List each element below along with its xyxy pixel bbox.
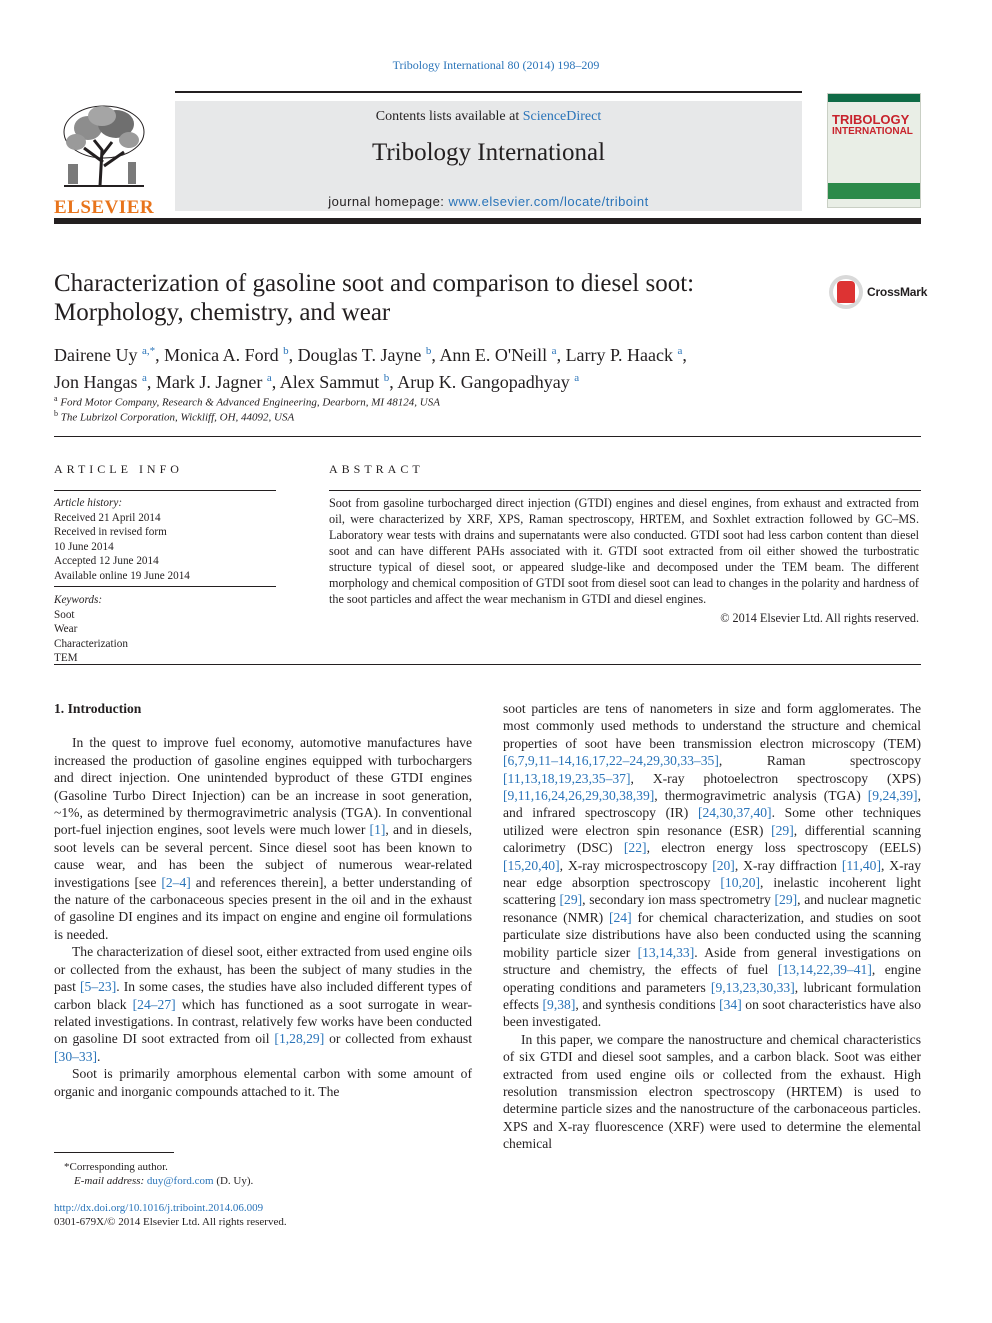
- body-paragraph: [54, 943, 472, 1065]
- body-right-column: [503, 700, 921, 1153]
- author-separator: ,: [431, 345, 440, 365]
- author-separator: ,: [556, 345, 566, 365]
- paragraph-text: , and nuclear magnetic resonance (NMR): [503, 892, 921, 925]
- citation-link[interactable]: [24]: [608, 909, 632, 925]
- journal-citation[interactable]: Tribology International 80 (2014) 198–209: [392, 58, 600, 72]
- author-name[interactable]: Douglas T. Jayne: [297, 345, 422, 365]
- paragraph-text: for chemical characterization, and studies on soot particulate size distributions have also been conducted using the scanning mobility particle sizer: [503, 909, 921, 960]
- abstract-copyright: © 2014 Elsevier Ltd. All rights reserved.: [720, 611, 919, 625]
- homepage-line: [175, 194, 802, 209]
- author-name[interactable]: Dairene Uy: [54, 345, 138, 365]
- paragraph-text: , thermogravimetric analysis (TGA): [654, 788, 868, 804]
- paragraph-text: , inelastic incoherent light scattering: [503, 875, 921, 908]
- citation-link[interactable]: [9,24,39]: [867, 788, 918, 804]
- citation-link[interactable]: [5–23]: [80, 979, 117, 995]
- citation-link[interactable]: [22]: [623, 840, 647, 856]
- author-separator: ,: [288, 345, 298, 365]
- body-paragraph: [54, 1065, 472, 1100]
- paragraph-text: Soot is primarily amorphous elemental carbon with some amount of organic and inorganic compounds attached to it. The: [54, 1066, 472, 1099]
- paragraph-text: .: [97, 1048, 101, 1064]
- body-paragraph: [503, 700, 921, 1031]
- author-affil-sup[interactable]: a: [677, 345, 683, 357]
- title-line-1: Characterization of gasoline soot and comparison to diesel soot:: [54, 270, 695, 297]
- author-affil-sup[interactable]: b: [283, 345, 289, 357]
- citation-link[interactable]: [9,13,23,30,33]: [710, 979, 795, 995]
- title-line-2: Morphology, chemistry, and wear: [54, 299, 391, 326]
- author-line-1: [54, 340, 814, 367]
- abstract: [329, 495, 919, 626]
- paragraph-text: , electron energy loss spectroscopy (EELS): [646, 840, 921, 856]
- section-heading-introduction: 1. Introduction: [54, 701, 142, 716]
- cover-bar: [828, 183, 920, 199]
- issn-line: 0301-679X/© 2014 Elsevier Ltd. All rights reserved.: [54, 1216, 287, 1228]
- author-affil-sup[interactable]: b: [383, 372, 390, 384]
- cover-stripe: [828, 94, 920, 102]
- crossmark-label: CrossMark: [867, 285, 928, 299]
- keyword: Characterization: [54, 637, 128, 650]
- paragraph-text: , secondary ion mass spectrometry: [582, 892, 775, 908]
- contents-prefix: Contents lists available at: [375, 109, 523, 124]
- author-list: [54, 340, 814, 394]
- author-name[interactable]: Jon Hangas: [54, 372, 138, 392]
- cover-title-line1: TRIBOLOGY: [832, 112, 910, 127]
- citation-link[interactable]: [1,28,29]: [274, 1031, 325, 1047]
- citation-link[interactable]: [20]: [712, 857, 735, 873]
- paragraph-text: , lubricant formulation effects: [503, 979, 921, 1012]
- elsevier-tree-icon: [54, 100, 154, 188]
- sciencedirect-link[interactable]: ScienceDirect: [522, 109, 602, 124]
- author-name[interactable]: Mark J. Jagner: [155, 372, 263, 392]
- author-separator: ,: [271, 372, 280, 392]
- affiliation-a: [54, 394, 440, 409]
- citation-link[interactable]: [24,30,37,40]: [697, 805, 772, 821]
- paragraph-text: In this paper, we compare the nanostructure and chemical characteristics of six GTDI and diesel soot samples, and a carbon black. Soot was either extracted from used engine oils or collected from the exhaust. High resolution transmission electron spectroscopy (HRTEM) is used to determine particle sizes and the nanostructure of the carbonaceous particles. XPS and X-ray fluorescence (XRF) were used to determine the elemental chemical: [503, 1031, 921, 1152]
- citation-link[interactable]: [13,14,33]: [637, 944, 695, 960]
- journal-cover[interactable]: [827, 93, 921, 208]
- history-item: 10 June 2014: [54, 540, 114, 553]
- keyword: Soot: [54, 608, 75, 621]
- history-label: Article history:: [54, 497, 123, 509]
- citation-link[interactable]: [10,20]: [720, 875, 761, 891]
- paragraph-text: , and infrared spectroscopy (IR): [503, 788, 921, 821]
- author-name[interactable]: Monica A. Ford: [164, 345, 279, 365]
- abstract-rule: [329, 490, 921, 491]
- paragraph-text: . Aside from general investigations on structure and chemistry, the effects of fuel: [503, 944, 921, 978]
- author-name[interactable]: Larry P. Haack: [565, 345, 674, 365]
- doi-block: [54, 1201, 472, 1229]
- paragraph-text: The characterization of diesel soot, either extracted from used engine oils or collected from the exhaust, has been the subject of many studies in the past: [54, 944, 472, 995]
- homepage-link[interactable]: www.elsevier.com/locate/triboint: [448, 194, 649, 209]
- paragraph-text: , X-ray photoelectron spectroscopy (XPS): [630, 770, 921, 786]
- cover-title: [832, 114, 920, 138]
- paragraph-text: and references therein], a better understanding of the nature of the carbonaceous species present in the oil and in the exhaust of gasoline DI engines and its impact on engine and engine oil formulations is needed.: [54, 874, 472, 942]
- author-affil-sup[interactable]: a: [574, 372, 580, 384]
- doi-link[interactable]: http://dx.doi.org/10.1016/j.triboint.2014.06.009: [54, 1202, 264, 1214]
- citation-link[interactable]: [9,38]: [542, 996, 576, 1012]
- email-label: E-mail address:: [74, 1175, 147, 1187]
- history-item: Available online 19 June 2014: [54, 569, 190, 582]
- paragraph-text: , and synthesis conditions: [575, 996, 720, 1012]
- citation-link[interactable]: [1]: [369, 822, 386, 838]
- paragraph-text: , X-ray diffraction: [734, 857, 842, 873]
- affiliation-sup: a: [54, 394, 58, 403]
- history-item: Received in revised form: [54, 526, 167, 538]
- email-link[interactable]: duy@ford.com: [146, 1175, 214, 1187]
- author-affil-sup[interactable]: a: [551, 345, 557, 357]
- keyword: Wear: [54, 623, 78, 635]
- author-affil-sup[interactable]: a: [266, 372, 272, 384]
- corresponding-note: *Corresponding author.: [64, 1161, 168, 1173]
- left-paragraphs: [54, 734, 472, 1100]
- abstract-text: Soot from gasoline turbocharged direct injection (GTDI) engines and diesel engines, from exhaust and extracted from oil, were characterized by XRF, XPS, Raman spectroscopy, HRTEM, and Soxhlet extraction followed by GC–MS. Laboratory wear tests with drains and supernatants were also conducted. GTDI soot had less carbon content than diesel soot and can have different PAHs associated with it. GTDI soot extracted from oil either showed the turbostratic structure typical of diesel soot, or appeared sludge-like and decomposed under the TEM beam. The different morphology and chemical composition of GTDI soot from diesel soot can lead to changes in the polarity and hardness of the soot particles and affect the wear mechanism in GTDI and diesel engines.: [329, 496, 919, 606]
- email-suffix: (D. Uy).: [213, 1175, 254, 1187]
- keywords-rule: [54, 586, 276, 593]
- article-info: [54, 496, 276, 666]
- author-affil-sup[interactable]: a,*: [141, 345, 156, 357]
- history-item: Accepted 12 June 2014: [54, 555, 159, 567]
- footnote-rule: [54, 1152, 174, 1153]
- paragraph-text: , Raman spectroscopy: [718, 753, 921, 769]
- keyword: TEM: [54, 652, 78, 664]
- paragraph-text: on soot characteristics have also been investigated.: [503, 996, 922, 1030]
- citation-link[interactable]: [2–4]: [161, 874, 191, 890]
- paragraph-text: , X-ray microspectroscopy: [559, 857, 713, 873]
- author-separator: ,: [389, 372, 398, 392]
- keywords-label: Keywords:: [54, 594, 103, 606]
- header-top-rule: [175, 91, 802, 93]
- contents-line: [175, 109, 802, 125]
- citation-link[interactable]: [6,7,9,11–14,16,17,22–24,29,30,33–35]: [503, 753, 719, 769]
- citation-link[interactable]: [15,20,40]: [503, 857, 560, 873]
- author-separator: ,: [155, 345, 165, 365]
- paragraph-text: , and in diesels, soot levels can be several percent. Since diesel soot has been known to cause wear, and has been the subject of numerous wear-related investigations [see: [54, 822, 472, 890]
- affiliation-text: The Lubrizol Corporation, Wickliff, OH, 44092, USA: [60, 411, 295, 424]
- paragraph-text: soot particles are tens of nanometers in size and form agglomerates. The most commonly used methods to understand the structure and chemical properties of soot have been transmission electron microscopy (TEM): [503, 701, 921, 751]
- header-thick-rule: [54, 218, 921, 224]
- citation-link[interactable]: [30–33]: [54, 1048, 98, 1064]
- footnote-block: [54, 1160, 472, 1188]
- paragraph-text: , X-ray near edge absorption spectroscopy: [503, 857, 922, 891]
- history-item: Received 21 April 2014: [54, 511, 161, 524]
- cover-title-line2: INTERNATIONAL: [832, 126, 913, 137]
- author-name[interactable]: Arup K. Gangopadhyay: [397, 372, 570, 392]
- citation-link[interactable]: [9,11,16,24,26,29,30,38,39]: [503, 788, 655, 804]
- article-title: [54, 269, 794, 327]
- publisher-name: ELSEVIER: [54, 197, 155, 218]
- author-affil-sup[interactable]: b: [425, 345, 432, 357]
- abstract-heading: ABSTRACT: [329, 462, 424, 476]
- citation-link[interactable]: [11,40]: [841, 857, 881, 873]
- corresponding-text: Corresponding author.: [69, 1161, 168, 1173]
- journal-name: Tribology International: [371, 139, 606, 166]
- author-line-2: [54, 367, 814, 394]
- body-paragraph: [54, 734, 472, 943]
- author-name[interactable]: Ann E. O'Neill: [439, 345, 548, 365]
- info-rule: [54, 490, 276, 491]
- right-paragraphs: [503, 700, 921, 1153]
- elsevier-logo[interactable]: [54, 100, 155, 218]
- email-note: [54, 1174, 472, 1188]
- citation-link[interactable]: [13,14,22,39–41]: [777, 962, 872, 978]
- author-separator: ,: [682, 345, 687, 365]
- citation-link[interactable]: [34]: [719, 996, 742, 1012]
- divider-below-abstract: [54, 664, 921, 665]
- crossmark-badge[interactable]: [829, 275, 929, 311]
- divider-above-info: [54, 436, 921, 437]
- citation-link[interactable]: [29]: [774, 892, 798, 908]
- author-separator: ,: [146, 372, 156, 392]
- citation-link[interactable]: [29]: [559, 892, 583, 908]
- homepage-prefix: journal homepage:: [328, 194, 449, 209]
- citation-link[interactable]: [29]: [771, 822, 794, 838]
- body-paragraph: [503, 1031, 921, 1153]
- paragraph-text: . In some cases, the studies have also included different types of carbon black: [54, 979, 473, 1012]
- author-affil-sup[interactable]: a: [142, 372, 147, 384]
- paragraph-text: , engine operating conditions and parameters: [503, 962, 921, 995]
- journal-banner: [175, 101, 802, 211]
- affiliation-text: Ford Motor Company, Research & Advanced Engineering, Dearborn, MI 48124, USA: [60, 396, 440, 409]
- paragraph-text: or collected from exhaust: [324, 1031, 472, 1047]
- affiliation-sup: b: [54, 409, 58, 418]
- paragraph-text: which has functioned as a soot surrogate in wear-related investigations. In contrast, relatively few works have been conducted on gasoline DI soot extracted from oil: [54, 996, 472, 1047]
- paragraph-text: In the quest to improve fuel economy, automotive manufactures have increased the production of gasoline engines equipped with turbochargers and direct injection. One unintended byproduct of these GTDI engines (Gasoline Turbo Direct Injection) can be an increase in soot generation, ~1%, as determined by thermogravimetric analysis (TGA). In conventional port-fuel injection engines, soot levels were much lower: [54, 735, 472, 838]
- body-left-column: [54, 700, 472, 1100]
- paragraph-text: , differential scanning calorimetry (DSC): [503, 822, 921, 856]
- citation-link[interactable]: [11,13,18,19,23,35–37]: [503, 770, 631, 786]
- affiliation-b: [54, 409, 294, 424]
- article-info-heading: ARTICLE INFO: [54, 462, 183, 476]
- author-name[interactable]: Alex Sammut: [279, 372, 380, 392]
- crossmark-icon: [829, 275, 863, 309]
- paragraph-text: . Some other techniques utilized were electron spin resonance (ESR): [503, 805, 921, 838]
- citation-link[interactable]: [24–27]: [132, 996, 176, 1012]
